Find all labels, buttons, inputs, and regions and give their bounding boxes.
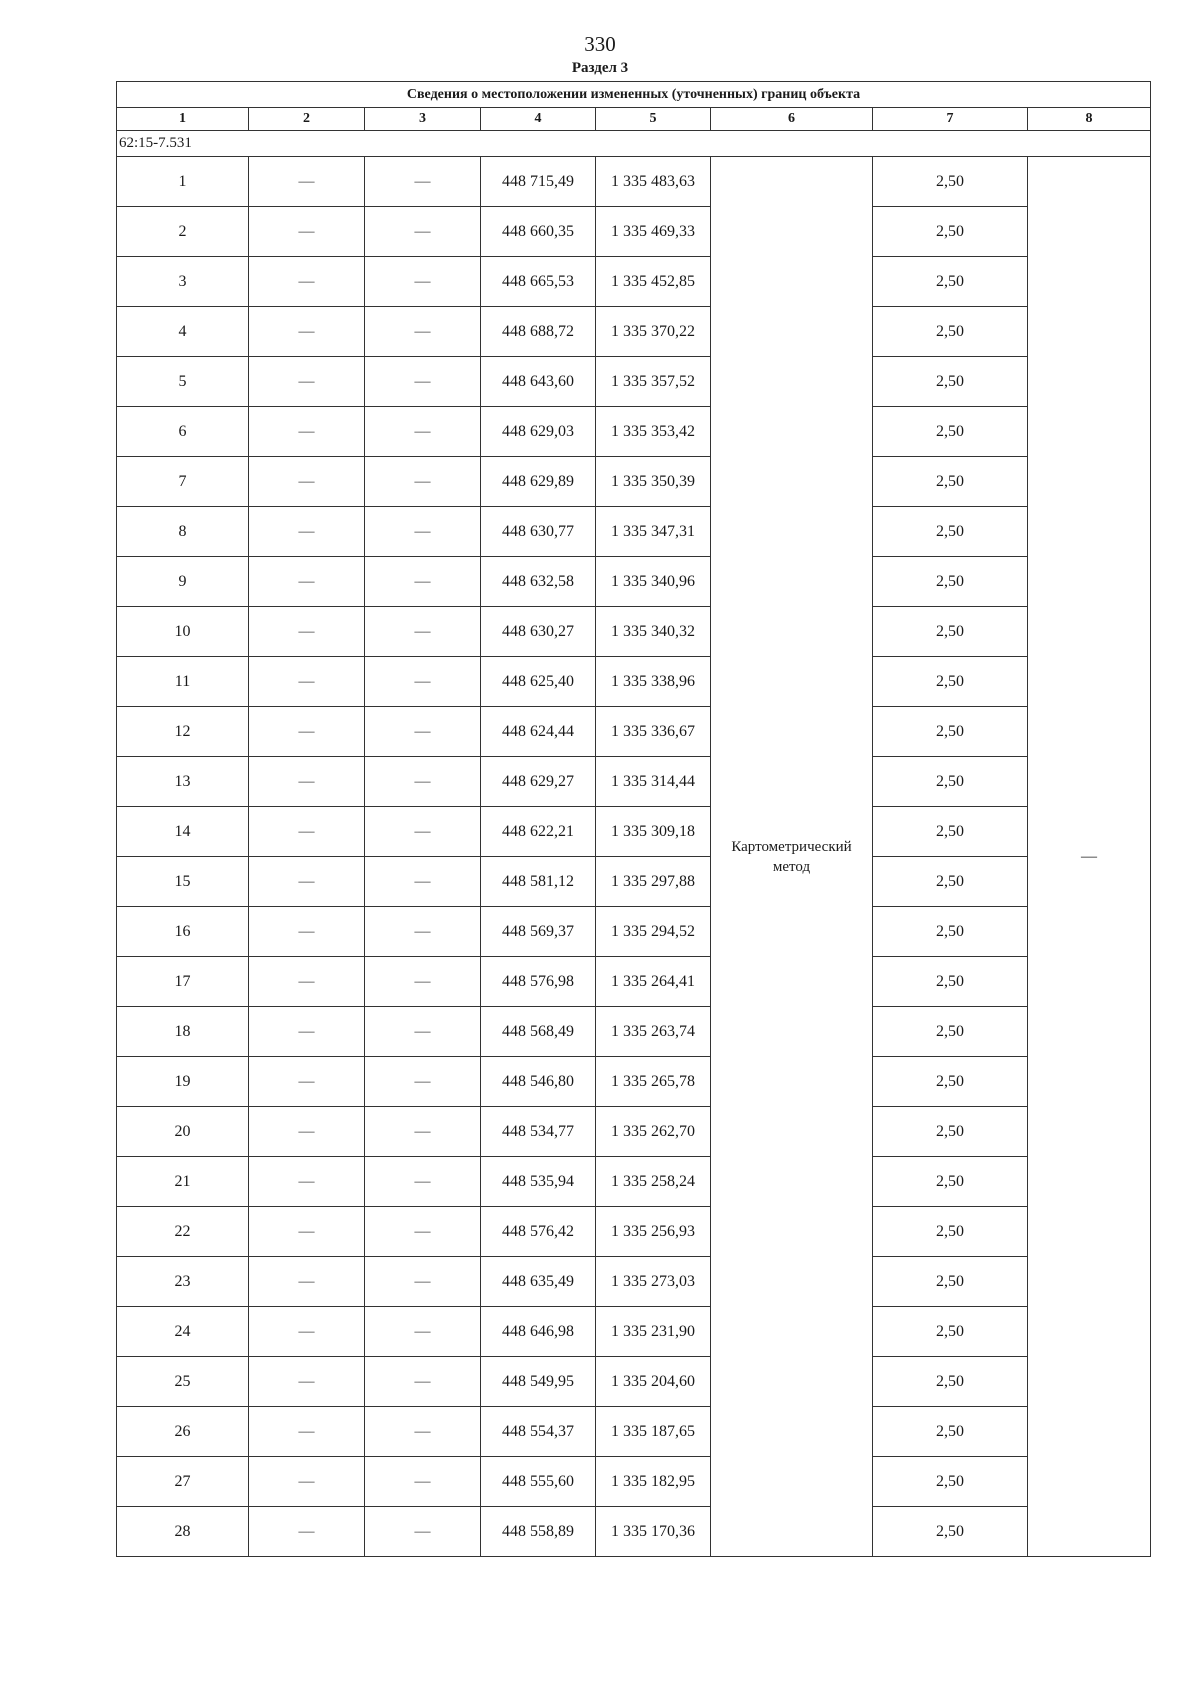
accuracy-cell: 2,50	[873, 1207, 1028, 1257]
y-coordinate-cell: 1 335 340,32	[596, 607, 711, 657]
column-3-cell: —	[365, 357, 481, 407]
column-3-cell: —	[365, 757, 481, 807]
y-coordinate-cell: 1 335 263,74	[596, 1007, 711, 1057]
y-coordinate-cell: 1 335 187,65	[596, 1407, 711, 1457]
column-2-cell: —	[249, 557, 365, 607]
x-coordinate-cell: 448 569,37	[481, 907, 596, 957]
column-3-cell: —	[365, 257, 481, 307]
column-2-cell: —	[249, 1407, 365, 1457]
y-coordinate-cell: 1 335 204,60	[596, 1357, 711, 1407]
object-id: 62:15-7.531	[117, 131, 1151, 157]
accuracy-cell: 2,50	[873, 357, 1028, 407]
column-8-cell: —	[1028, 157, 1151, 1557]
y-coordinate-cell: 1 335 309,18	[596, 807, 711, 857]
table-row	[117, 1157, 1151, 1207]
y-coordinate-cell: 1 335 353,42	[596, 407, 711, 457]
accuracy-cell: 2,50	[873, 907, 1028, 957]
column-3-cell: —	[365, 1407, 481, 1457]
accuracy-cell: 2,50	[873, 607, 1028, 657]
column-3-cell: —	[365, 1007, 481, 1057]
column-3-cell: —	[365, 1507, 481, 1557]
column-2-cell: —	[249, 357, 365, 407]
point-number-cell: 8	[117, 507, 249, 557]
table-row	[117, 307, 1151, 357]
x-coordinate-cell: 448 635,49	[481, 1257, 596, 1307]
column-header-row	[117, 108, 1151, 131]
column-3-cell: —	[365, 657, 481, 707]
x-coordinate-cell: 448 576,98	[481, 957, 596, 1007]
x-coordinate-cell: 448 715,49	[481, 157, 596, 207]
y-coordinate-cell: 1 335 273,03	[596, 1257, 711, 1307]
accuracy-cell: 2,50	[873, 257, 1028, 307]
y-coordinate-cell: 1 335 231,90	[596, 1307, 711, 1357]
column-2-cell: —	[249, 1007, 365, 1057]
x-coordinate-cell: 448 555,60	[481, 1457, 596, 1507]
column-2-cell: —	[249, 507, 365, 557]
table-caption: Сведения о местоположении измененных (уточненных) границ объекта	[117, 82, 1151, 108]
column-3-cell: —	[365, 907, 481, 957]
column-3-cell: —	[365, 1357, 481, 1407]
column-2-cell: —	[249, 1207, 365, 1257]
point-number-cell: 6	[117, 407, 249, 457]
table-row	[117, 1257, 1151, 1307]
x-coordinate-cell: 448 630,27	[481, 607, 596, 657]
column-header-6: 6	[711, 108, 873, 131]
accuracy-cell: 2,50	[873, 457, 1028, 507]
y-coordinate-cell: 1 335 262,70	[596, 1107, 711, 1157]
x-coordinate-cell: 448 568,49	[481, 1007, 596, 1057]
point-number-cell: 22	[117, 1207, 249, 1257]
table-row	[117, 807, 1151, 857]
table-row	[117, 207, 1151, 257]
x-coordinate-cell: 448 622,21	[481, 807, 596, 857]
x-coordinate-cell: 448 630,77	[481, 507, 596, 557]
column-3-cell: —	[365, 1157, 481, 1207]
table-row	[117, 757, 1151, 807]
column-2-cell: —	[249, 1107, 365, 1157]
x-coordinate-cell: 448 576,42	[481, 1207, 596, 1257]
column-3-cell: —	[365, 607, 481, 657]
y-coordinate-cell: 1 335 483,63	[596, 157, 711, 207]
point-number-cell: 19	[117, 1057, 249, 1107]
x-coordinate-cell: 448 629,89	[481, 457, 596, 507]
column-2-cell: —	[249, 807, 365, 857]
accuracy-cell: 2,50	[873, 1257, 1028, 1307]
accuracy-cell: 2,50	[873, 1357, 1028, 1407]
x-coordinate-cell: 448 646,98	[481, 1307, 596, 1357]
column-3-cell: —	[365, 457, 481, 507]
point-number-cell: 9	[117, 557, 249, 607]
column-header-2: 2	[249, 108, 365, 131]
accuracy-cell: 2,50	[873, 1057, 1028, 1107]
point-number-cell: 12	[117, 707, 249, 757]
column-2-cell: —	[249, 157, 365, 207]
table-caption-row	[117, 82, 1151, 108]
column-3-cell: —	[365, 507, 481, 557]
x-coordinate-cell: 448 554,37	[481, 1407, 596, 1457]
point-number-cell: 25	[117, 1357, 249, 1407]
y-coordinate-cell: 1 335 340,96	[596, 557, 711, 607]
x-coordinate-cell: 448 624,44	[481, 707, 596, 757]
column-3-cell: —	[365, 1457, 481, 1507]
column-3-cell: —	[365, 1057, 481, 1107]
column-2-cell: —	[249, 407, 365, 457]
x-coordinate-cell: 448 535,94	[481, 1157, 596, 1207]
column-2-cell: —	[249, 657, 365, 707]
column-header-7: 7	[873, 108, 1028, 131]
column-3-cell: —	[365, 557, 481, 607]
accuracy-cell: 2,50	[873, 407, 1028, 457]
page-number: 330	[584, 32, 616, 56]
x-coordinate-cell: 448 665,53	[481, 257, 596, 307]
accuracy-cell: 2,50	[873, 1007, 1028, 1057]
table-row	[117, 657, 1151, 707]
point-number-cell: 10	[117, 607, 249, 657]
x-coordinate-cell: 448 632,58	[481, 557, 596, 607]
x-coordinate-cell: 448 549,95	[481, 1357, 596, 1407]
column-2-cell: —	[249, 257, 365, 307]
accuracy-cell: 2,50	[873, 957, 1028, 1007]
object-id-row	[117, 131, 1151, 157]
point-number-cell: 4	[117, 307, 249, 357]
column-3-cell: —	[365, 857, 481, 907]
accuracy-cell: 2,50	[873, 507, 1028, 557]
table-row	[117, 707, 1151, 757]
x-coordinate-cell: 448 581,12	[481, 857, 596, 907]
table-row	[117, 557, 1151, 607]
column-3-cell: —	[365, 707, 481, 757]
accuracy-cell: 2,50	[873, 1407, 1028, 1457]
column-3-cell: —	[365, 807, 481, 857]
accuracy-cell: 2,50	[873, 307, 1028, 357]
accuracy-cell: 2,50	[873, 707, 1028, 757]
table-row	[117, 1007, 1151, 1057]
column-2-cell: —	[249, 957, 365, 1007]
point-number-cell: 26	[117, 1407, 249, 1457]
point-number-cell: 5	[117, 357, 249, 407]
column-header-8: 8	[1028, 108, 1151, 131]
column-header-1: 1	[117, 108, 249, 131]
table-row	[117, 1207, 1151, 1257]
accuracy-cell: 2,50	[873, 757, 1028, 807]
column-2-cell: —	[249, 1457, 365, 1507]
column-2-cell: —	[249, 1157, 365, 1207]
y-coordinate-cell: 1 335 297,88	[596, 857, 711, 907]
point-number-cell: 27	[117, 1457, 249, 1507]
column-2-cell: —	[249, 757, 365, 807]
table-row	[117, 1357, 1151, 1407]
column-3-cell: —	[365, 407, 481, 457]
table-row	[117, 857, 1151, 907]
accuracy-cell: 2,50	[873, 1507, 1028, 1557]
accuracy-cell: 2,50	[873, 657, 1028, 707]
y-coordinate-cell: 1 335 265,78	[596, 1057, 711, 1107]
point-number-cell: 24	[117, 1307, 249, 1357]
accuracy-cell: 2,50	[873, 1107, 1028, 1157]
column-3-cell: —	[365, 307, 481, 357]
column-header-5: 5	[596, 108, 711, 131]
x-coordinate-cell: 448 558,89	[481, 1507, 596, 1557]
table-row	[117, 457, 1151, 507]
column-2-cell: —	[249, 1307, 365, 1357]
point-number-cell: 28	[117, 1507, 249, 1557]
table-row	[117, 157, 1151, 207]
point-number-cell: 17	[117, 957, 249, 1007]
y-coordinate-cell: 1 335 256,93	[596, 1207, 711, 1257]
column-2-cell: —	[249, 1257, 365, 1307]
x-coordinate-cell: 448 546,80	[481, 1057, 596, 1107]
point-number-cell: 21	[117, 1157, 249, 1207]
point-number-cell: 2	[117, 207, 249, 257]
y-coordinate-cell: 1 335 452,85	[596, 257, 711, 307]
column-2-cell: —	[249, 1357, 365, 1407]
accuracy-cell: 2,50	[873, 207, 1028, 257]
column-2-cell: —	[249, 207, 365, 257]
x-coordinate-cell: 448 534,77	[481, 1107, 596, 1157]
y-coordinate-cell: 1 335 350,39	[596, 457, 711, 507]
y-coordinate-cell: 1 335 347,31	[596, 507, 711, 557]
column-2-cell: —	[249, 457, 365, 507]
x-coordinate-cell: 448 625,40	[481, 657, 596, 707]
column-2-cell: —	[249, 907, 365, 957]
x-coordinate-cell: 448 629,27	[481, 757, 596, 807]
column-3-cell: —	[365, 207, 481, 257]
table-row	[117, 1107, 1151, 1157]
boundary-coordinates-table	[116, 81, 1151, 1557]
method-cell: Картометрический метод	[711, 157, 873, 1557]
column-3-cell: —	[365, 157, 481, 207]
column-3-cell: —	[365, 957, 481, 1007]
point-number-cell: 13	[117, 757, 249, 807]
y-coordinate-cell: 1 335 294,52	[596, 907, 711, 957]
column-3-cell: —	[365, 1307, 481, 1357]
y-coordinate-cell: 1 335 314,44	[596, 757, 711, 807]
column-3-cell: —	[365, 1257, 481, 1307]
accuracy-cell: 2,50	[873, 557, 1028, 607]
table-row	[117, 507, 1151, 557]
x-coordinate-cell: 448 688,72	[481, 307, 596, 357]
accuracy-cell: 2,50	[873, 807, 1028, 857]
table-row	[117, 907, 1151, 957]
accuracy-cell: 2,50	[873, 1457, 1028, 1507]
accuracy-cell: 2,50	[873, 1157, 1028, 1207]
x-coordinate-cell: 448 660,35	[481, 207, 596, 257]
column-3-cell: —	[365, 1207, 481, 1257]
column-2-cell: —	[249, 607, 365, 657]
accuracy-cell: 2,50	[873, 1307, 1028, 1357]
y-coordinate-cell: 1 335 258,24	[596, 1157, 711, 1207]
y-coordinate-cell: 1 335 338,96	[596, 657, 711, 707]
point-number-cell: 16	[117, 907, 249, 957]
table-row	[117, 407, 1151, 457]
y-coordinate-cell: 1 335 357,52	[596, 357, 711, 407]
column-2-cell: —	[249, 1057, 365, 1107]
y-coordinate-cell: 1 335 469,33	[596, 207, 711, 257]
point-number-cell: 11	[117, 657, 249, 707]
table-row	[117, 1507, 1151, 1557]
point-number-cell: 20	[117, 1107, 249, 1157]
point-number-cell: 14	[117, 807, 249, 857]
accuracy-cell: 2,50	[873, 857, 1028, 907]
column-2-cell: —	[249, 307, 365, 357]
x-coordinate-cell: 448 643,60	[481, 357, 596, 407]
column-2-cell: —	[249, 1507, 365, 1557]
column-2-cell: —	[249, 707, 365, 757]
table-row	[117, 1307, 1151, 1357]
column-2-cell: —	[249, 857, 365, 907]
table-row	[117, 957, 1151, 1007]
accuracy-cell: 2,50	[873, 157, 1028, 207]
point-number-cell: 7	[117, 457, 249, 507]
table-row	[117, 607, 1151, 657]
table-row	[117, 1457, 1151, 1507]
point-number-cell: 1	[117, 157, 249, 207]
y-coordinate-cell: 1 335 336,67	[596, 707, 711, 757]
table-row	[117, 357, 1151, 407]
table-row	[117, 1057, 1151, 1107]
x-coordinate-cell: 448 629,03	[481, 407, 596, 457]
column-header-4: 4	[481, 108, 596, 131]
point-number-cell: 15	[117, 857, 249, 907]
point-number-cell: 3	[117, 257, 249, 307]
y-coordinate-cell: 1 335 370,22	[596, 307, 711, 357]
y-coordinate-cell: 1 335 182,95	[596, 1457, 711, 1507]
table-row	[117, 257, 1151, 307]
point-number-cell: 23	[117, 1257, 249, 1307]
column-3-cell: —	[365, 1107, 481, 1157]
y-coordinate-cell: 1 335 170,36	[596, 1507, 711, 1557]
column-header-3: 3	[365, 108, 481, 131]
point-number-cell: 18	[117, 1007, 249, 1057]
table-row	[117, 1407, 1151, 1457]
section-title: Раздел 3	[571, 60, 629, 76]
y-coordinate-cell: 1 335 264,41	[596, 957, 711, 1007]
